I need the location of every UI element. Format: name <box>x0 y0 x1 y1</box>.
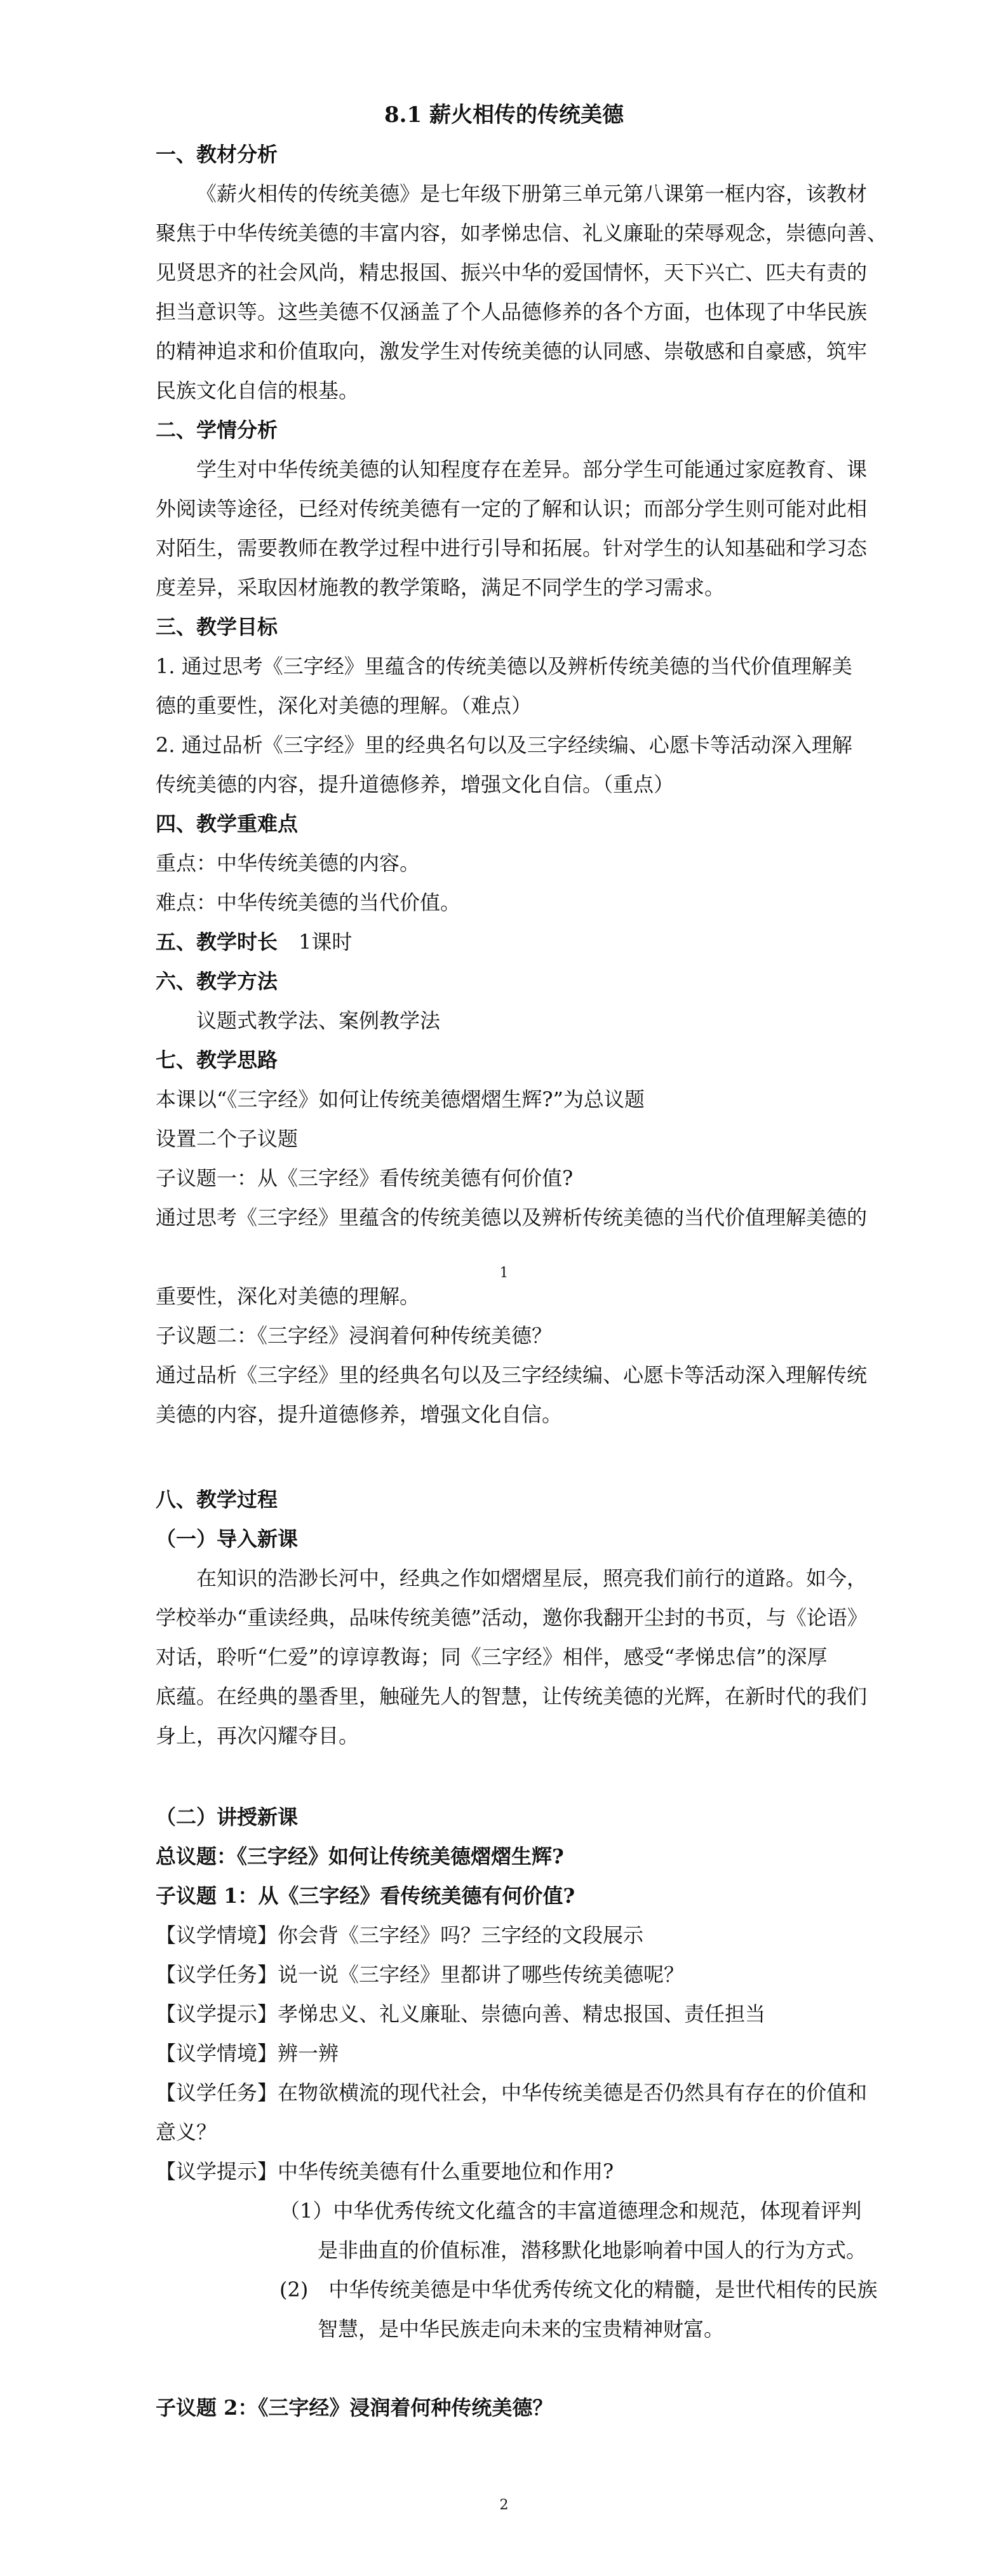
overall-topic: 总议题：《三字经》如何让传统美德熠熠生辉? <box>156 1844 564 1868</box>
heading-teaching-process: 八、教学过程 <box>156 1487 278 1512</box>
duration-value: 1课时 <box>299 930 353 954</box>
paragraph-line: 难点：中华传统美德的当代价值。 <box>156 890 461 915</box>
paragraph-line: 对陌生，需要教师在教学过程中进行引导和拓展。针对学生的认知基础和学习态 <box>156 536 868 560</box>
activity-item: 意义？ <box>156 2120 217 2144</box>
document-title: 8.1 薪火相传的传统美德 <box>384 102 624 128</box>
heading-learner-analysis: 二、学情分析 <box>156 418 278 442</box>
paragraph-line: 学生对中华传统美德的认知程度存在差异。部分学生可能通过家庭教育、课 <box>196 457 868 481</box>
heading-teaching-approach: 七、教学思路 <box>156 1048 278 1072</box>
paragraph-line: 身上，再次闪耀夺目。 <box>156 1724 360 1748</box>
heading-new-lesson: （二）讲授新课 <box>156 1805 299 1829</box>
activity-item: 【议学任务】说一说《三字经》里都讲了哪些传统美德呢？ <box>156 1962 685 1987</box>
paragraph-line: 子议题一：从《三字经》看传统美德有何价值? <box>156 1166 574 1190</box>
paragraph-line: 在知识的浩渺长河中，经典之作如熠熠星辰，照亮我们前行的道路。如今， <box>196 1566 868 1590</box>
paragraph-line: 重要性，深化对美德的理解。 <box>156 1284 420 1308</box>
paragraph-line: 担当意识等。这些美德不仅涵盖了个人品德修养的各个方面，也体现了中华民族 <box>156 300 868 324</box>
paragraph-line: 外阅读等途径，已经对传统美德有一定的了解和认识；而部分学生则可能对此相 <box>156 497 868 521</box>
paragraph-line: 通过品析《三字经》里的经典名句以及三字经续编、心愿卡等活动深入理解传统 <box>156 1363 868 1387</box>
heading-introduction: （一）导入新课 <box>156 1527 299 1551</box>
sub-topic-2: 子议题 2：《三字经》浸润着何种传统美德？ <box>156 2396 553 2420</box>
paragraph-line: 设置二个子议题 <box>156 1127 299 1151</box>
paragraph-line: 本课以“《三字经》如何让传统美德熠熠生辉?”为总议题 <box>156 1087 645 1111</box>
heading-teaching-goals: 三、教学目标 <box>156 615 278 639</box>
heading-duration: 五、教学时长 <box>156 930 278 954</box>
paragraph-line: 传统美德的内容，提升道德修养，增强文化自信。（重点） <box>156 772 675 796</box>
point-item: 智慧，是中华民族走向未来的宝贵精神财富。 <box>318 2317 725 2341</box>
paragraph-line: 通过思考《三字经》里蕴含的传统美德以及辨析传统美德的当代价值理解美德的 <box>156 1205 868 1230</box>
paragraph-line: 重点：中华传统美德的内容。 <box>156 851 420 875</box>
activity-item: 【议学提示】中华传统美德有什么重要地位和作用? <box>156 2159 614 2184</box>
sub-topic-1: 子议题 1：从《三字经》看传统美德有何价值? <box>156 1884 575 1908</box>
page-number: 2 <box>499 2497 509 2513</box>
paragraph-line: 议题式教学法、案例教学法 <box>196 1009 441 1033</box>
paragraph-line: 子议题二：《三字经》浸润着何种传统美德？ <box>156 1324 553 1348</box>
point-item: (2) 中华传统美德是中华优秀传统文化的精髓，是世代相传的民族 <box>279 2277 878 2302</box>
paragraph-line: 聚焦于中华传统美德的丰富内容，如孝悌忠信、礼义廉耻的荣辱观念，崇德向善、 <box>156 221 888 245</box>
paragraph-line: 1. 通过思考《三字经》里蕴含的传统美德以及辨析传统美德的当代价值理解美 <box>156 654 852 678</box>
activity-item: 【议学情境】你会背《三字经》吗？三字经的文段展示 <box>156 1923 644 1947</box>
paragraph-line: 2. 通过品析《三字经》里的经典名句以及三字经续编、心愿卡等活动深入理解 <box>156 733 852 757</box>
heading-key-points: 四、教学重难点 <box>156 812 299 836</box>
heading-textbook-analysis: 一、教材分析 <box>156 142 278 166</box>
paragraph-line: 对话，聆听“仁爱”的谆谆教诲；同《三字经》相伴，感受“孝悌忠信”的深厚 <box>156 1645 828 1669</box>
activity-item: 【议学提示】孝悌忠义、礼义廉耻、崇德向善、精忠报国、责任担当 <box>156 2002 766 2026</box>
paragraph-line: 美德的内容，提升道德修养，增强文化自信。 <box>156 1402 563 1426</box>
activity-item: 【议学情境】辨一辨 <box>156 2041 339 2065</box>
paragraph-line: 《薪火相传的传统美德》是七年级下册第三单元第八课第一框内容，该教材 <box>196 182 868 206</box>
activity-item: 【议学任务】在物欲横流的现代社会，中华传统美德是否仍然具有存在的价值和 <box>156 2081 868 2105</box>
paragraph-line: 见贤思齐的社会风尚，精忠报国、振兴中华的爱国情怀，天下兴亡、匹夫有责的 <box>156 260 868 285</box>
paragraph-line: 底蕴。在经典的墨香里，触碰先人的智慧，让传统美德的光辉，在新时代的我们 <box>156 1684 868 1708</box>
paragraph-line: 德的重要性，深化对美德的理解。（难点） <box>156 694 532 718</box>
paragraph-line: 学校举办“重读经典，品味传统美德”活动，邀你我翻开尘封的书页，与《论语》 <box>156 1606 868 1630</box>
page-number: 1 <box>499 1265 509 1281</box>
paragraph-line: 度差异，采取因材施教的教学策略，满足不同学生的学习需求。 <box>156 575 725 600</box>
point-item: （1）中华优秀传统文化蕴含的丰富道德理念和规范，体现着评判 <box>279 2199 862 2223</box>
paragraph-line: 民族文化自信的根基。 <box>156 379 360 403</box>
heading-teaching-methods: 六、教学方法 <box>156 969 278 993</box>
point-item: 是非曲直的价值标准，潜移默化地影响着中国人的行为方式。 <box>318 2238 867 2262</box>
paragraph-line: 的精神追求和价值取向，激发学生对传统美德的认同感、崇敬感和自豪感，筑牢 <box>156 339 868 363</box>
